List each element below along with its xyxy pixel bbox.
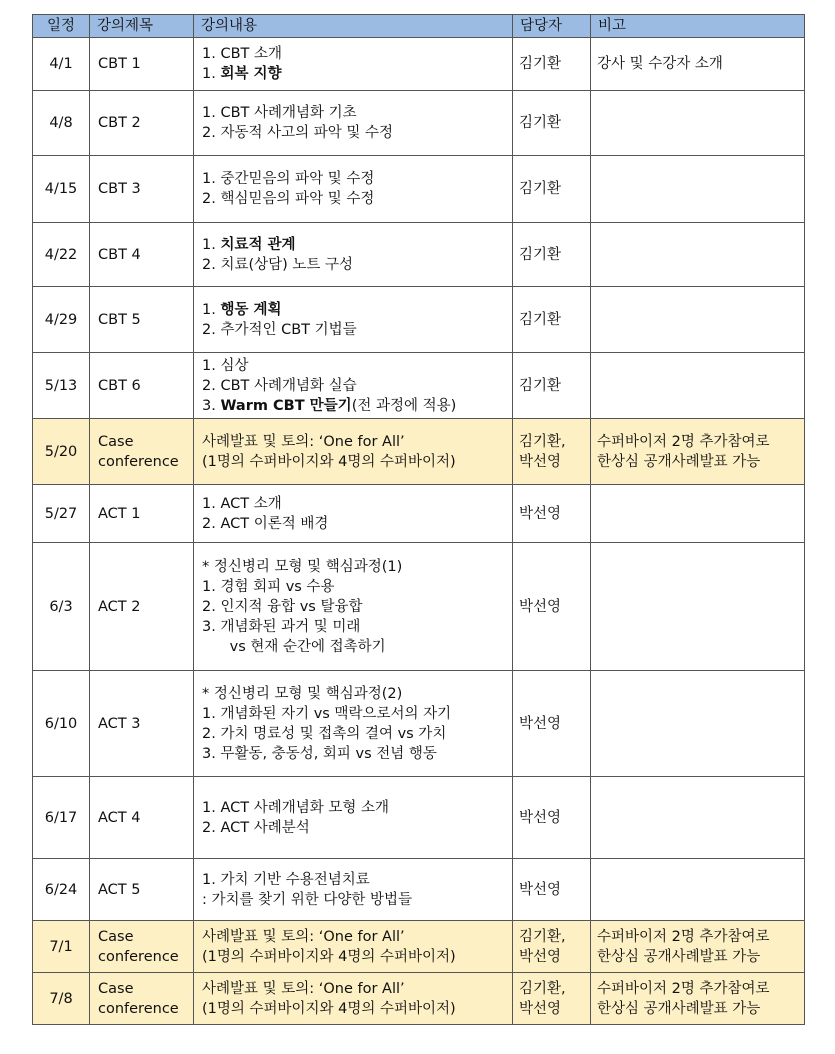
title-cell-line: ACT 2	[98, 598, 141, 615]
content-line	[202, 724, 508, 744]
content-cell	[194, 973, 513, 1025]
content-line	[202, 637, 508, 657]
table-row	[33, 91, 805, 156]
title-cell-line: Case	[98, 928, 134, 945]
content-text: 2. 핵심믿음의 파악 및 수정	[202, 191, 375, 207]
instructor-cell	[513, 777, 591, 859]
title-cell	[90, 287, 194, 353]
table-row	[33, 921, 805, 973]
content-line	[202, 704, 508, 724]
content-text-bold: 행동 계획	[220, 301, 282, 318]
title-cell	[90, 353, 194, 419]
date-cell: 6/24	[33, 859, 90, 921]
content-line	[202, 597, 508, 617]
title-cell-line: Case	[98, 433, 134, 450]
note-cell-line: 한상심 공개사례발표 가능	[597, 453, 761, 470]
content-line	[202, 432, 508, 452]
header-title: 강의제목	[90, 15, 194, 38]
content-line	[202, 452, 508, 472]
content-line	[202, 890, 508, 910]
content-line	[202, 514, 508, 534]
header-note: 비고	[591, 15, 805, 38]
content-line	[202, 235, 508, 255]
title-cell-line: CBT 1	[98, 56, 141, 72]
date-cell: 6/17	[33, 777, 90, 859]
note-cell-line: 수퍼바이저 2명 추가참여로	[597, 433, 770, 450]
content-line	[202, 376, 508, 396]
content-text: vs 현재 순간에 접촉하기	[202, 638, 386, 655]
header-row	[33, 15, 805, 38]
instructor-cell-line: 김기환	[519, 311, 562, 328]
note-cell-line: 한상심 공개사례발표 가능	[597, 948, 761, 965]
content-text: 사례발표 및 토의: ‘One for All’	[202, 433, 405, 450]
note-cell	[591, 223, 805, 287]
content-line	[202, 557, 508, 577]
table-row	[33, 419, 805, 485]
title-cell	[90, 419, 194, 485]
title-cell	[90, 543, 194, 671]
title-cell	[90, 156, 194, 223]
title-cell	[90, 921, 194, 973]
instructor-cell-line: 김기환	[519, 377, 562, 394]
instructor-cell-line: 박선영	[519, 948, 562, 965]
instructor-cell-line: 박선영	[519, 715, 562, 732]
content-cell	[194, 921, 513, 973]
title-cell-line: ACT 5	[98, 881, 141, 898]
content-line	[202, 103, 508, 123]
note-cell	[591, 859, 805, 921]
date-cell: 5/27	[33, 485, 90, 543]
content-text: 사례발표 및 토의: ‘One for All’	[202, 928, 405, 945]
content-text: 1.	[202, 301, 221, 318]
content-line	[202, 818, 508, 838]
content-line	[202, 123, 508, 143]
note-cell	[591, 921, 805, 973]
instructor-cell-line: 김기환,	[519, 433, 566, 450]
content-line	[202, 577, 508, 597]
instructor-cell	[513, 38, 591, 91]
content-cell	[194, 38, 513, 91]
note-cell	[591, 38, 805, 91]
title-cell	[90, 671, 194, 777]
content-cell	[194, 777, 513, 859]
content-line	[202, 947, 508, 967]
content-text: 1.	[202, 236, 221, 253]
content-text: 3. 무활동, 충동성, 회피 vs 전념 행동	[202, 745, 437, 762]
title-cell-line: CBT 3	[98, 181, 141, 197]
note-cell	[591, 91, 805, 156]
instructor-cell-line: 박선영	[519, 809, 562, 826]
content-cell	[194, 156, 513, 223]
content-cell	[194, 287, 513, 353]
title-cell-line: CBT 2	[98, 115, 141, 131]
instructor-cell-line: 김기환,	[519, 980, 566, 997]
content-text-bold: Warm CBT 만들기	[220, 397, 352, 414]
instructor-cell	[513, 223, 591, 287]
instructor-cell	[513, 973, 591, 1025]
instructor-cell	[513, 671, 591, 777]
instructor-cell-line: 김기환	[519, 181, 562, 197]
table-row	[33, 543, 805, 671]
title-cell-line: ACT 4	[98, 809, 141, 826]
title-cell-line: CBT 6	[98, 377, 141, 394]
content-text: 1. 가치 기반 수용전념치료	[202, 871, 370, 888]
instructor-cell-line: 박선영	[519, 1000, 562, 1017]
title-cell	[90, 223, 194, 287]
content-cell	[194, 91, 513, 156]
content-text: 2. 추가적인 CBT 기법들	[202, 321, 357, 338]
content-text: 1. ACT 사례개념화 모형 소개	[202, 799, 389, 816]
content-text: 2. ACT 사례분석	[202, 819, 310, 836]
note-cell	[591, 353, 805, 419]
content-text-bold: 치료적 관계	[220, 236, 296, 253]
instructor-cell-line: 김기환,	[519, 928, 566, 945]
date-cell: 6/3	[33, 543, 90, 671]
date-cell: 4/15	[33, 156, 90, 223]
schedule-table	[32, 14, 805, 1025]
title-cell-line: CBT 4	[98, 246, 141, 263]
content-line	[202, 189, 508, 209]
header-instructor: 담당자	[513, 15, 591, 38]
content-text: * 정신병리 모형 및 핵심과정(2)	[202, 685, 403, 702]
header-date: 일정	[33, 15, 90, 38]
content-line	[202, 320, 508, 340]
content-line	[202, 494, 508, 514]
content-text: 2. 인지적 융합 vs 탈융합	[202, 598, 363, 615]
content-line	[202, 300, 508, 320]
table-row	[33, 38, 805, 91]
content-text: (1명의 수퍼바이지와 4명의 수퍼바이저)	[202, 1000, 456, 1017]
content-line	[202, 617, 508, 637]
content-text: 1. CBT 사례개념화 기초	[202, 105, 357, 121]
content-text: (1명의 수퍼바이지와 4명의 수퍼바이저)	[202, 948, 456, 965]
title-cell	[90, 38, 194, 91]
content-text: : 가치를 찾기 위한 다양한 방법들	[202, 891, 413, 908]
content-line	[202, 870, 508, 890]
content-line	[202, 798, 508, 818]
instructor-cell-line: 박선영	[519, 881, 562, 898]
table-row	[33, 973, 805, 1025]
date-cell: 5/20	[33, 419, 90, 485]
content-text: 1. ACT 소개	[202, 495, 282, 512]
date-cell: 4/8	[33, 91, 90, 156]
date-cell: 7/1	[33, 921, 90, 973]
instructor-cell	[513, 91, 591, 156]
table-row	[33, 287, 805, 353]
instructor-cell	[513, 156, 591, 223]
instructor-cell	[513, 485, 591, 543]
note-cell	[591, 287, 805, 353]
content-line	[202, 356, 508, 376]
title-cell	[90, 859, 194, 921]
table-row	[33, 156, 805, 223]
content-text: 2. CBT 사례개념화 실습	[202, 377, 357, 394]
instructor-cell-line: 박선영	[519, 505, 562, 522]
instructor-cell	[513, 287, 591, 353]
title-cell	[90, 777, 194, 859]
note-cell	[591, 671, 805, 777]
content-text: 1. 개념화된 자기 vs 맥락으로서의 자기	[202, 705, 452, 722]
content-line	[202, 255, 508, 275]
title-cell	[90, 485, 194, 543]
content-cell	[194, 543, 513, 671]
table-row	[33, 777, 805, 859]
content-line	[202, 927, 508, 947]
date-cell: 4/1	[33, 38, 90, 91]
instructor-cell-line: 김기환	[519, 246, 562, 263]
header-content: 강의내용	[194, 15, 513, 38]
content-text: 2. 치료(상담) 노트 구성	[202, 256, 354, 273]
note-cell	[591, 777, 805, 859]
content-line	[202, 44, 508, 64]
table-row	[33, 485, 805, 543]
instructor-cell	[513, 419, 591, 485]
content-text: 사례발표 및 토의: ‘One for All’	[202, 980, 405, 997]
content-cell	[194, 485, 513, 543]
note-cell-line: 수퍼바이저 2명 추가참여로	[597, 980, 770, 997]
content-text: 1. 경험 회피 vs 수용	[202, 578, 335, 595]
content-line	[202, 169, 508, 189]
content-text-bold: 회복 지향	[220, 66, 282, 82]
instructor-cell	[513, 353, 591, 419]
content-text: (1명의 수퍼바이지와 4명의 수퍼바이저)	[202, 453, 456, 470]
content-text: 1.	[202, 66, 221, 82]
content-cell	[194, 859, 513, 921]
content-text: (전 과정에 적용)	[351, 397, 457, 414]
note-cell-line: 강사 및 수강자 소개	[597, 56, 723, 72]
note-cell	[591, 973, 805, 1025]
note-cell	[591, 156, 805, 223]
table-row	[33, 353, 805, 419]
note-cell	[591, 419, 805, 485]
instructor-cell	[513, 921, 591, 973]
content-text: 2. ACT 이론적 배경	[202, 515, 329, 532]
title-cell-line: conference	[98, 453, 179, 470]
content-text: 3. 개념화된 과거 및 미래	[202, 618, 361, 635]
content-line	[202, 64, 508, 84]
instructor-cell-line: 김기환	[519, 56, 562, 72]
title-cell-line: Case	[98, 980, 134, 997]
note-cell-line: 수퍼바이저 2명 추가참여로	[597, 928, 770, 945]
instructor-cell	[513, 543, 591, 671]
content-line	[202, 979, 508, 999]
instructor-cell-line: 박선영	[519, 598, 562, 615]
instructor-cell-line: 김기환	[519, 115, 562, 131]
content-line	[202, 396, 508, 416]
note-cell-line: 한상심 공개사례발표 가능	[597, 1000, 761, 1017]
note-cell	[591, 543, 805, 671]
content-cell	[194, 223, 513, 287]
content-text: 2. 자동적 사고의 파악 및 수정	[202, 125, 393, 141]
content-text: * 정신병리 모형 및 핵심과정(1)	[202, 558, 403, 575]
table-row	[33, 223, 805, 287]
title-cell-line: ACT 3	[98, 715, 141, 732]
date-cell: 5/13	[33, 353, 90, 419]
title-cell	[90, 973, 194, 1025]
title-cell-line: CBT 5	[98, 311, 141, 328]
content-line	[202, 744, 508, 764]
content-text: 1. 중간믿음의 파악 및 수정	[202, 171, 375, 187]
content-text: 1. 심상	[202, 357, 249, 374]
content-line	[202, 684, 508, 704]
title-cell-line: conference	[98, 1000, 179, 1017]
content-line	[202, 999, 508, 1019]
title-cell-line: conference	[98, 948, 179, 965]
content-text: 1. CBT 소개	[202, 46, 282, 62]
content-cell	[194, 671, 513, 777]
table-row	[33, 859, 805, 921]
content-text: 3.	[202, 397, 221, 414]
table-row	[33, 671, 805, 777]
content-cell	[194, 419, 513, 485]
date-cell: 4/22	[33, 223, 90, 287]
content-text: 2. 가치 명료성 및 접촉의 결여 vs 가치	[202, 725, 447, 742]
date-cell: 7/8	[33, 973, 90, 1025]
content-cell	[194, 353, 513, 419]
title-cell-line: ACT 1	[98, 505, 141, 522]
date-cell: 4/29	[33, 287, 90, 353]
instructor-cell-line: 박선영	[519, 453, 562, 470]
instructor-cell	[513, 859, 591, 921]
date-cell: 6/10	[33, 671, 90, 777]
title-cell	[90, 91, 194, 156]
note-cell	[591, 485, 805, 543]
